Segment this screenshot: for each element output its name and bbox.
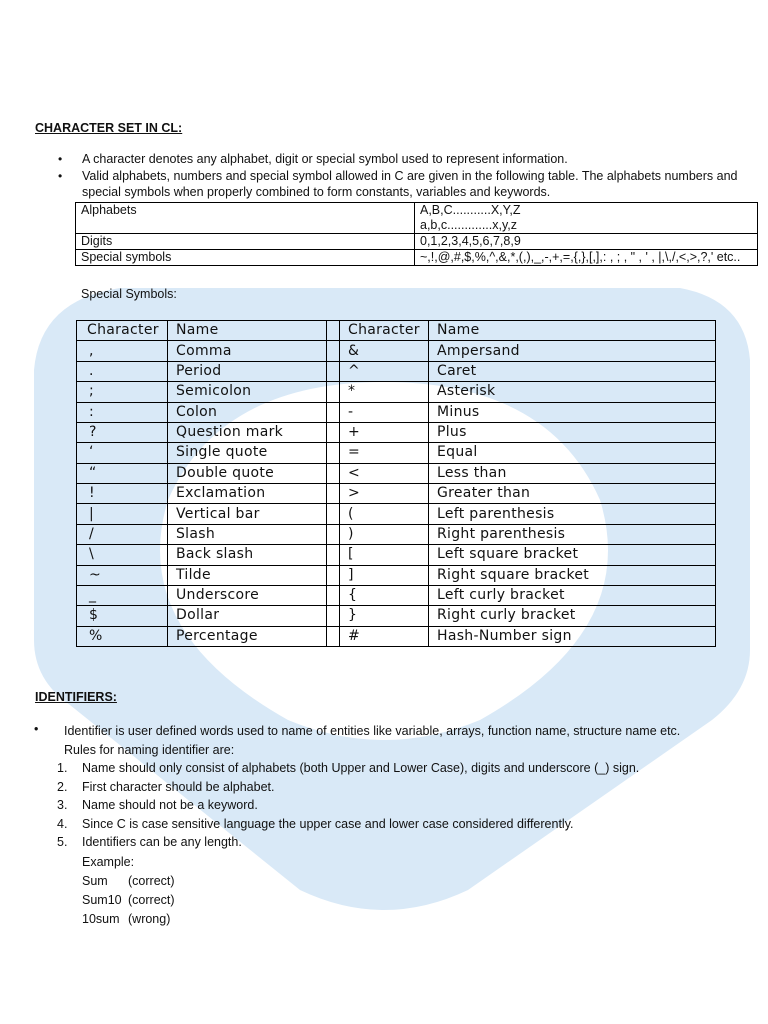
header-name: Name bbox=[429, 321, 716, 341]
symbol-name: Comma bbox=[168, 341, 327, 361]
symbol-name: Period bbox=[168, 361, 327, 381]
table-gap bbox=[327, 443, 340, 463]
table-gap bbox=[327, 463, 340, 483]
example-label: Example: bbox=[82, 855, 135, 869]
table-gap bbox=[327, 504, 340, 524]
table-gap bbox=[327, 484, 340, 504]
symbol-name: Back slash bbox=[168, 545, 327, 565]
table-row bbox=[77, 545, 716, 565]
examples-block bbox=[82, 853, 175, 929]
table-cell-value: ~,!,@,#,$,%,^,&,*,(,),_,-,+,=,{,},[,],: , ; , " , ' , |,\,/,<,>,?,' etc.. bbox=[415, 250, 758, 266]
symbol-name: Left parenthesis bbox=[429, 504, 716, 524]
symbol-name: Vertical bar bbox=[168, 504, 327, 524]
table-gap bbox=[327, 626, 340, 646]
table-row bbox=[77, 606, 716, 626]
symbol-char: ( bbox=[340, 504, 429, 524]
example-row: 10sum (wrong) bbox=[82, 912, 171, 926]
symbol-name: Right curly bracket bbox=[429, 606, 716, 626]
symbol-char: $ bbox=[77, 606, 168, 626]
table-gap bbox=[327, 524, 340, 544]
symbol-char: , bbox=[77, 341, 168, 361]
symbol-name: Exclamation bbox=[168, 484, 327, 504]
symbol-char: & bbox=[340, 341, 429, 361]
bullet-icon: • bbox=[34, 722, 39, 736]
symbol-char: { bbox=[340, 585, 429, 605]
symbol-char: < bbox=[340, 463, 429, 483]
symbol-char: ! bbox=[77, 484, 168, 504]
table-row bbox=[77, 382, 716, 402]
symbol-name: Greater than bbox=[429, 484, 716, 504]
table-gap bbox=[327, 585, 340, 605]
list-item: • A character denotes any alphabet, digit or special symbol used to represent information. bbox=[58, 152, 568, 166]
symbol-char: | bbox=[77, 504, 168, 524]
list-item: • Valid alphabets, numbers and special symbol allowed in C are given in the following table. The alphabets numbers and special symbols when properly combined to form constants, variables and keywords. bbox=[58, 168, 738, 199]
table-cell-value: A,B,C...........X,Y,Z a,b,c.............x,y,z bbox=[415, 203, 758, 234]
symbol-name: Minus bbox=[429, 402, 716, 422]
symbol-name: Equal bbox=[429, 443, 716, 463]
table-row bbox=[77, 361, 716, 381]
symbol-name: Left square bracket bbox=[429, 545, 716, 565]
table-gap bbox=[327, 545, 340, 565]
symbol-name: Plus bbox=[429, 422, 716, 442]
table-row bbox=[76, 234, 758, 250]
table-gap bbox=[327, 361, 340, 381]
symbol-name: Ampersand bbox=[429, 341, 716, 361]
symbol-char: _ bbox=[77, 585, 168, 605]
table-gap bbox=[327, 402, 340, 422]
symbol-char: > bbox=[340, 484, 429, 504]
table-cell-value: 0,1,2,3,4,5,6,7,8,9 bbox=[415, 234, 758, 250]
list-item: 4. Since C is case sensitive language the upper case and lower case considered differently. bbox=[57, 816, 574, 831]
header-character: Character bbox=[340, 321, 429, 341]
special-symbols-label: Special Symbols: bbox=[81, 287, 177, 301]
symbol-name: Slash bbox=[168, 524, 327, 544]
symbol-name: Percentage bbox=[168, 626, 327, 646]
symbol-char: + bbox=[340, 422, 429, 442]
table-row bbox=[77, 524, 716, 544]
table-row bbox=[77, 422, 716, 442]
symbol-char: “ bbox=[77, 463, 168, 483]
symbol-char: - bbox=[340, 402, 429, 422]
charset-table bbox=[75, 202, 758, 266]
symbol-name: Less than bbox=[429, 463, 716, 483]
symbol-char: } bbox=[340, 606, 429, 626]
symbol-name: Hash-Number sign bbox=[429, 626, 716, 646]
symbol-char: ? bbox=[77, 422, 168, 442]
table-cell-label: Alphabets bbox=[76, 203, 415, 234]
symbol-name: Right square bracket bbox=[429, 565, 716, 585]
table-row bbox=[77, 402, 716, 422]
symbol-char: ^ bbox=[340, 361, 429, 381]
table-row bbox=[77, 626, 716, 646]
symbol-char: ‘ bbox=[77, 443, 168, 463]
table-gap bbox=[327, 606, 340, 626]
header-name: Name bbox=[168, 321, 327, 341]
example-row: Sum10 (correct) bbox=[82, 893, 175, 907]
symbol-char: : bbox=[77, 402, 168, 422]
table-cell-label: Special symbols bbox=[76, 250, 415, 266]
symbol-name: Tilde bbox=[168, 565, 327, 585]
table-row bbox=[77, 585, 716, 605]
table-gap bbox=[327, 565, 340, 585]
symbol-char: \ bbox=[77, 545, 168, 565]
symbol-char: ; bbox=[77, 382, 168, 402]
symbol-char: ) bbox=[340, 524, 429, 544]
symbol-char: = bbox=[340, 443, 429, 463]
symbol-char: [ bbox=[340, 545, 429, 565]
identifier-intro: Identifier is user defined words used to name of entities like variable, arrays, function name, structure name etc. Rules for naming identifier are: bbox=[64, 724, 681, 757]
symbol-char: ] bbox=[340, 565, 429, 585]
table-row bbox=[77, 443, 716, 463]
symbol-name: Semicolon bbox=[168, 382, 327, 402]
header-character: Character bbox=[77, 321, 168, 341]
table-gap bbox=[327, 382, 340, 402]
table-gap bbox=[327, 321, 340, 341]
list-item: 2. First character should be alphabet. bbox=[57, 779, 275, 794]
symbol-char: % bbox=[77, 626, 168, 646]
bullet-icon: • bbox=[58, 152, 63, 166]
table-gap bbox=[327, 341, 340, 361]
table-cell-label: Digits bbox=[76, 234, 415, 250]
table-row bbox=[77, 463, 716, 483]
list-item: 1. Name should only consist of alphabets (both Upper and Lower Case), digits and underscore (_) sign. bbox=[57, 761, 640, 775]
example-row: Sum (correct) bbox=[82, 874, 175, 888]
list-item: 3. Name should not be a keyword. bbox=[57, 798, 258, 812]
symbol-name: Colon bbox=[168, 402, 327, 422]
symbol-char: # bbox=[340, 626, 429, 646]
identifiers-heading: IDENTIFIERS: bbox=[35, 690, 117, 704]
symbol-char: * bbox=[340, 382, 429, 402]
symbol-name: Single quote bbox=[168, 443, 327, 463]
table-row bbox=[76, 203, 758, 234]
special-symbols-table bbox=[76, 320, 716, 647]
symbol-name: Caret bbox=[429, 361, 716, 381]
charset-bullet-list bbox=[58, 151, 752, 201]
table-gap bbox=[327, 422, 340, 442]
symbol-char: / bbox=[77, 524, 168, 544]
symbol-name: Question mark bbox=[168, 422, 327, 442]
charset-heading: CHARACTER SET IN CL: bbox=[35, 121, 183, 135]
table-row bbox=[77, 341, 716, 361]
list-item: 5. Identifiers can be any length. bbox=[57, 835, 242, 849]
identifier-rules-list bbox=[57, 759, 639, 852]
symbol-name: Double quote bbox=[168, 463, 327, 483]
table-header-row bbox=[77, 321, 716, 341]
symbol-name: Right parenthesis bbox=[429, 524, 716, 544]
table-row bbox=[77, 565, 716, 585]
symbol-name: Underscore bbox=[168, 585, 327, 605]
table-row bbox=[76, 250, 758, 266]
table-row bbox=[77, 504, 716, 524]
bullet-icon: • bbox=[58, 168, 63, 183]
symbol-char: ~ bbox=[77, 565, 168, 585]
symbol-name: Dollar bbox=[168, 606, 327, 626]
symbol-name: Asterisk bbox=[429, 382, 716, 402]
symbol-char: . bbox=[77, 361, 168, 381]
symbol-name: Left curly bracket bbox=[429, 585, 716, 605]
table-row bbox=[77, 484, 716, 504]
